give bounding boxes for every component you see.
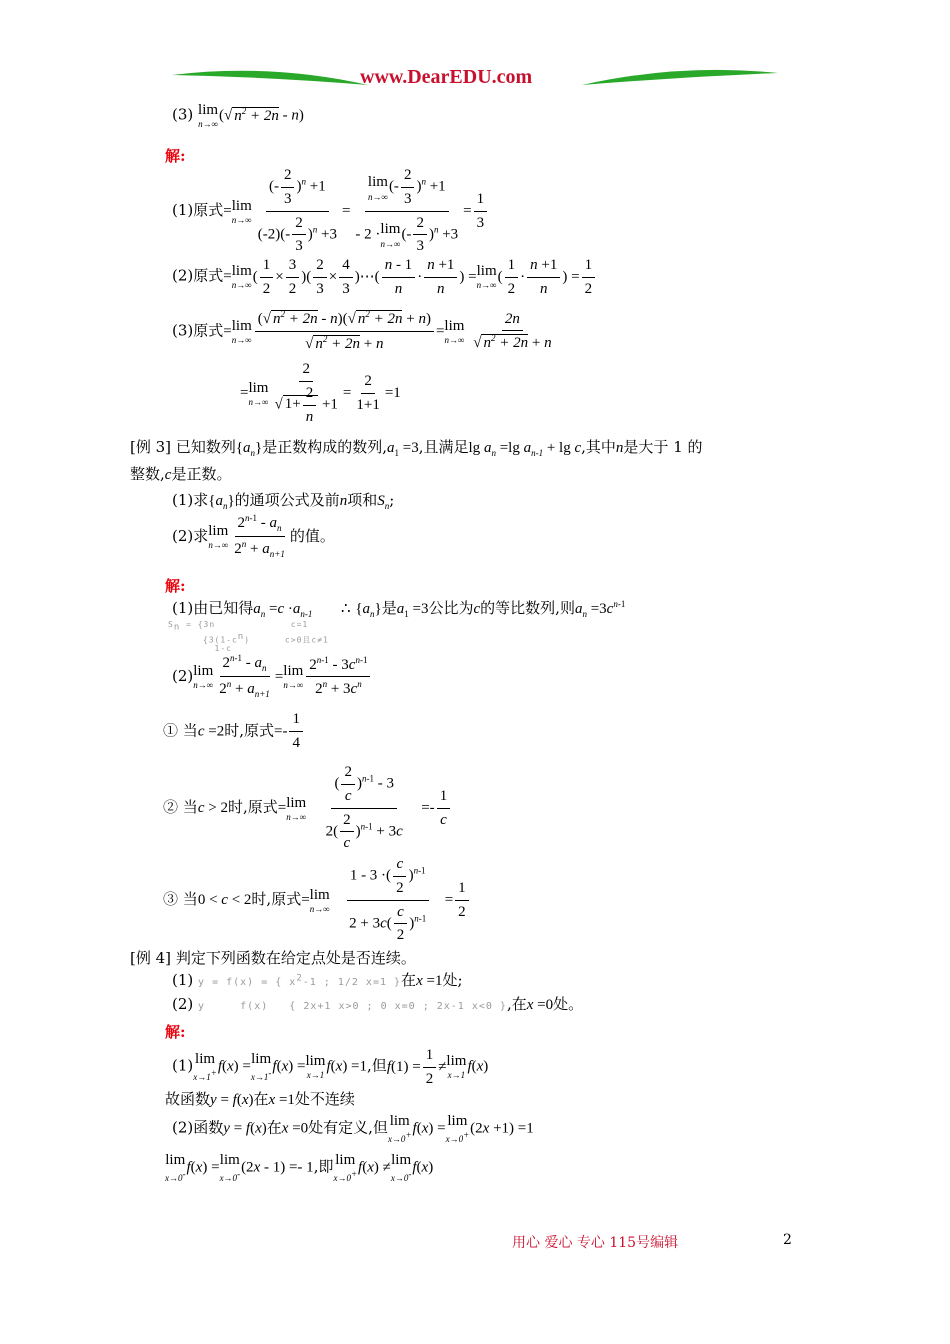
item-label: (2) xyxy=(172,666,194,685)
yuanshi-label: 原式 xyxy=(193,201,224,219)
example-label: [例 4] xyxy=(130,949,172,967)
item-label: (1) xyxy=(172,491,194,509)
text: 是 xyxy=(381,599,397,617)
example4-title xyxy=(130,947,416,968)
text: ,且满足 xyxy=(418,438,469,456)
example4-q1: (1) y = f(x) = { $x^2-1$ ; 1/2 x=1 }在x =1处; xyxy=(172,971,463,989)
text: 整数, xyxy=(130,465,165,483)
text: 的值。 xyxy=(289,526,335,545)
yuanshi-label: 原式 xyxy=(193,321,224,340)
header-banner xyxy=(170,62,780,98)
solution-heading-3: 解: xyxy=(165,1023,186,1041)
item-label: (3) xyxy=(172,321,194,340)
text: 在 xyxy=(401,971,417,989)
text: ,其中 xyxy=(581,438,616,456)
text: 处不连续 xyxy=(294,1090,355,1108)
text: 已知数列 xyxy=(175,438,236,456)
example4-s2-line2: lim x→0- f(x) =lim x→0- (2x - 1) =- 1,即 lim x→0+ f(x) ≠lim x→0- f(x) xyxy=(165,1152,434,1183)
circled-number: ② xyxy=(163,798,179,816)
text: 在 xyxy=(253,1090,269,1108)
example3-line2: 整数,c是正数。 xyxy=(130,465,232,483)
example3-s2: (2)lim n→∞ $\frac{2^{n-1} - a_n}{2^n + a_{n+1}}$ =lim n→∞ $\frac{2^{n-1} - 3c^{n-1}}{2^n + 3c^n}$ xyxy=(172,653,372,701)
text: 故函数 xyxy=(165,1090,211,1108)
text: 时,原式 xyxy=(224,721,274,740)
item-label: (2) xyxy=(172,995,194,1013)
example3-q1: (1)求$\{a_n\}$的通项公式及前n项和$S_n$; xyxy=(172,491,395,511)
text: ,即 xyxy=(313,1157,334,1176)
example3-q2: (2)求lim n→∞ $\frac{2^{n-1} - a_n}{2^n + a_{n+1}}$ 的值。 xyxy=(172,513,335,560)
item-label: (2) xyxy=(172,1118,194,1137)
text: 的等比数列,则 xyxy=(480,599,575,617)
item-label: (1) xyxy=(172,1056,194,1075)
example3-line1: [例 3] 已知数列$\{a_n\}$是正数构成的数列$,a_1 =3$,且满足$\lg a_n =\lg$ $a_{n-1} + \lg c$,其中n是大于 1 的 xyxy=(130,438,703,458)
solution-3-line2: =lim n→∞ 2 √ 1+ $\frac{2}{n}$ +1 = $\frac{2}{1+1}$ =1 xyxy=(240,361,401,425)
page-number: 2 xyxy=(783,1232,792,1248)
text: 的通项公式及前 xyxy=(234,491,340,509)
text: 在 xyxy=(266,1118,282,1137)
item-label: (1) xyxy=(172,201,194,219)
text: 处。 xyxy=(553,995,584,1013)
example4-conclusion: 故函数y = f(x)在x =1处不连续 xyxy=(165,1090,355,1108)
text: 处; xyxy=(442,971,463,989)
text: 时,原式 xyxy=(251,890,302,908)
text: 是大于 1 的 xyxy=(623,438,703,456)
example4-s2: (2)函数y = f(x)在x =0处有定义,但 lim x→0+ f(x) = lim x→0+ (2x +1) =1 xyxy=(172,1113,534,1144)
text: 是正数。 xyxy=(171,465,232,483)
therefore-symbol: ∴ xyxy=(341,599,351,617)
swoosh-right-icon xyxy=(580,65,780,95)
example4-q2: (2) y f(x) { 2x+1 x>0 ; 0 x=0 ; 2x-1 x<0 },在x =0处。 xyxy=(172,995,584,1013)
text: ,在 xyxy=(506,995,527,1013)
text: 时,原式 xyxy=(227,798,278,816)
swoosh-left-icon xyxy=(170,65,370,95)
item-label: (2) xyxy=(172,526,194,545)
text: 求 xyxy=(193,526,209,545)
problem-3: (3) lim n→∞ (√ $n^2 + 2n - n$) xyxy=(172,102,304,129)
text: 判定下列函数在给定点处是否连续。 xyxy=(175,949,416,967)
text: 函数 xyxy=(193,1118,224,1137)
text: 由已知得 xyxy=(193,599,254,617)
solution-heading-2: 解: xyxy=(165,577,186,595)
item-label: (3) xyxy=(172,105,194,124)
solution-2: (2)原式=lim n→∞ ( $\frac{1}{2}$ × $\frac{3}{2}$ )( $\frac{2}{3}$ × $\frac{4}{3}$ )⋯( $\frac{n - 1}{n}$ · $\frac{n +1}{n}$ ) =lim n→∞ ( $\frac{1}{2}$ · $\frac{n +1}{n}$ ) = $\frac{1}{2}$ xyxy=(172,256,597,299)
example3-s1: (1)由已知得$a_n =c \cdot a_{n-1}$ ∴ $\{a_n\}$是$a_1 =3$公比为c的等比数列,则$a_n =3c^{n-1}$ xyxy=(172,599,626,619)
text: ,但 xyxy=(367,1056,387,1075)
sn-formula-smudge: $S_n = \{3n$ c=1 {$3(1-c^n)$ c>0且c≠1 1-c xyxy=(168,620,329,654)
item-label: (2) xyxy=(172,266,194,285)
item-label: (1) xyxy=(172,971,194,989)
solution-3: (3)原式=lim n→∞ $\frac{(√ n^2 + 2n - n)(√ n^2 + 2n + n)}{√ n^2 + 2n + n}$ =lim n→∞ $\frac{2n}{√ n^2 + 2n + n}$ xyxy=(172,309,552,352)
solution-1: (1)原式=lim n→∞ (- $\frac{2}{3}$ )$^n$ +1 (-2)(- $\frac{2}{3}$ )$^n$ +3 = lim n→∞ (- $\frac{2}{3}$ )$^n$ +1 - 2 ·lim n→∞ (- $\frac{2}{3}$ )$^n$ +3 = $\frac{1}{3}$ xyxy=(172,166,489,256)
case-3: ③ 当0 < c < 2时,原式=lim n→∞ 1 - 3 ·( $\frac{c}{2}$ )$^{n-1}$ 2 + 3c( $\frac{c}{2}$ )$^{n-1}$ = $\frac{1}{2}$ xyxy=(163,855,471,945)
case-2: ② 当c > 2时,原式=lim n→∞ ( $\frac{2}{c}$ )$^{n-1}$ - 3 2( $\frac{2}{c}$ )$^{n-1}$ + 3c =- $\frac{1}{c}$ xyxy=(163,763,452,853)
footer-tagline: 用心 爱心 专心 115号编辑 xyxy=(512,1235,679,1251)
case-1: ① 当c =2时,原式=- $\frac{1}{4}$ xyxy=(163,710,305,753)
text: 处有定义,但 xyxy=(308,1118,388,1137)
text: 当 xyxy=(182,721,198,740)
header-site-title: www.DearEDU.com xyxy=(360,66,533,88)
text: 公比为 xyxy=(428,599,474,617)
text: 项和 xyxy=(347,491,378,509)
text: 是正数构成的数列, xyxy=(262,438,388,456)
yuanshi-label: 原式 xyxy=(193,266,224,285)
text: 当 xyxy=(182,890,198,908)
example4-s1: (1) lim x→1+ f(x) =lim x→1- f(x) =lim x→1 f(x) =1,但f(1) = $\frac{1}{2}$ ≠lim x→1 f(x) xyxy=(172,1047,489,1087)
text: 求 xyxy=(193,491,209,509)
text: 当 xyxy=(182,798,198,816)
circled-number: ③ xyxy=(163,890,179,908)
lim-symbol: lim n→∞ xyxy=(198,102,219,129)
circled-number: ① xyxy=(163,721,179,740)
item-label: (1) xyxy=(172,599,194,617)
solution-heading: 解: xyxy=(165,147,186,165)
example-label: [例 3] xyxy=(130,438,172,456)
